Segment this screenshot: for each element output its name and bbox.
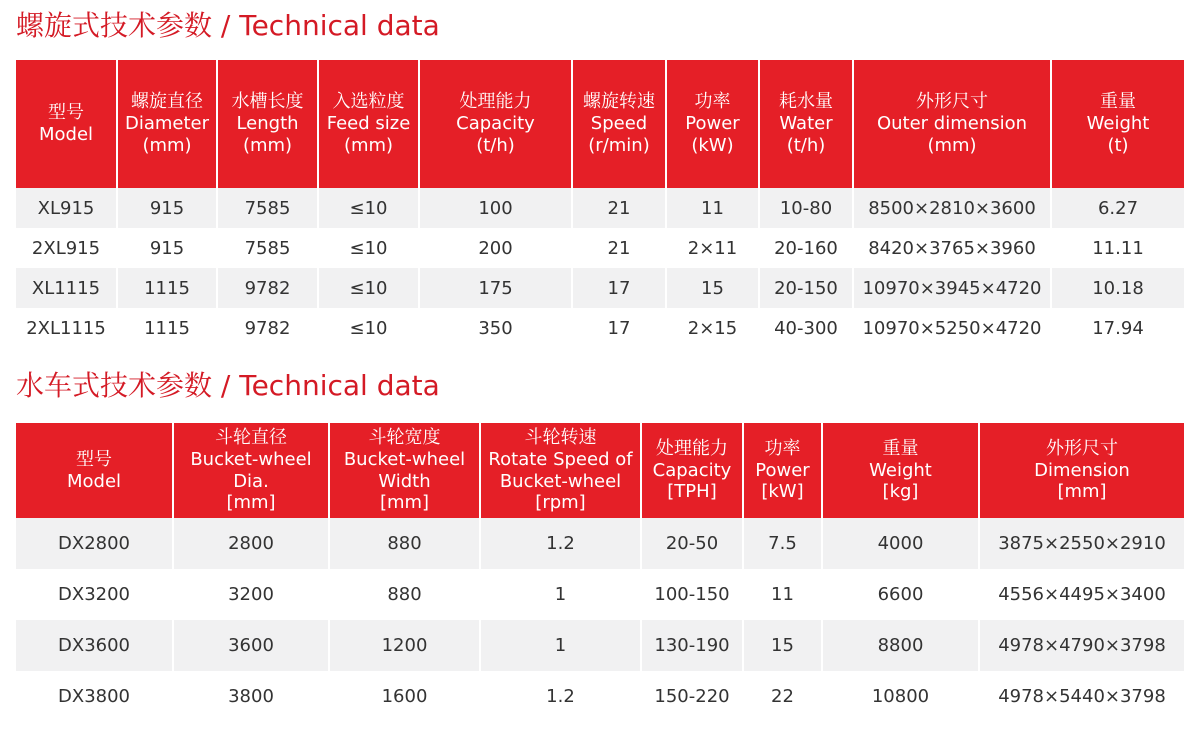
table-cell: 40-300 — [759, 308, 853, 348]
header-label-en: Model — [38, 124, 94, 145]
waterwheel-header-cell — [480, 423, 641, 518]
header-label-en: (r/min) — [588, 134, 650, 156]
header-label-cn: 螺旋转速 — [583, 91, 655, 113]
header-label-en: [mm] — [226, 492, 276, 514]
table-cell: 17.94 — [1051, 308, 1184, 348]
table-cell: 21 — [572, 188, 666, 228]
table-cell: 4556×4495×3400 — [979, 569, 1184, 620]
table-cell: 130-190 — [641, 620, 743, 671]
header-label-cn: 重量 — [882, 437, 919, 459]
table-cell: ≤10 — [318, 308, 419, 348]
table-row — [16, 308, 1184, 348]
header-label-cn: 耗水量 — [779, 91, 833, 113]
table-cell: XL915 — [16, 188, 117, 228]
header-label-en: Speed — [590, 113, 648, 135]
table-row — [16, 620, 1184, 671]
table-cell: 10.18 — [1051, 268, 1184, 308]
waterwheel-technical-table — [16, 423, 1184, 722]
table-cell: 100-150 — [641, 569, 743, 620]
table-cell: ≤10 — [318, 188, 419, 228]
header-label-cn: 处理能力 — [656, 437, 728, 459]
table-cell: 880 — [329, 569, 480, 620]
waterwheel-header-cell — [979, 423, 1184, 518]
header-label-en: Bucket-wheel — [190, 448, 312, 470]
table-cell: 7.5 — [743, 518, 822, 569]
spiral-header-cell — [572, 60, 666, 188]
table-cell: 20-160 — [759, 228, 853, 268]
table-cell: DX3200 — [16, 569, 173, 620]
header-label-en: (t/h) — [786, 134, 826, 156]
table-cell: 10-80 — [759, 188, 853, 228]
header-label-en: Length — [236, 113, 299, 135]
table-row — [16, 518, 1184, 569]
header-label-en: (t) — [1107, 134, 1129, 156]
spiral-header-cell — [759, 60, 853, 188]
spiral-header-cell — [666, 60, 759, 188]
header-label-en: Weight — [869, 459, 932, 481]
spiral-header-cell — [419, 60, 572, 188]
table-cell: 17 — [572, 268, 666, 308]
table-cell: 7585 — [217, 188, 318, 228]
table-cell: 11 — [743, 569, 822, 620]
table-cell: 100 — [419, 188, 572, 228]
table-cell: 915 — [117, 228, 217, 268]
table-cell: XL1115 — [16, 268, 117, 308]
table-cell: 200 — [419, 228, 572, 268]
table-cell: 1.2 — [480, 518, 641, 569]
waterwheel-header-row — [16, 423, 1184, 518]
table-cell: 2XL915 — [16, 228, 117, 268]
table-cell: 175 — [419, 268, 572, 308]
header-label-en: Water — [779, 113, 833, 135]
table-cell: DX2800 — [16, 518, 173, 569]
table-cell: 4978×5440×3798 — [979, 671, 1184, 722]
table-cell: 880 — [329, 518, 480, 569]
table-cell: 6.27 — [1051, 188, 1184, 228]
header-label-cn: 型号 — [76, 448, 112, 470]
table-cell: 15 — [743, 620, 822, 671]
table-cell: 8420×3765×3960 — [853, 228, 1051, 268]
table-row — [16, 569, 1184, 620]
spiral-technical-table — [16, 60, 1184, 348]
table-cell: 1115 — [117, 268, 217, 308]
table-cell: 11.11 — [1051, 228, 1184, 268]
header-label-en: Power — [755, 459, 810, 481]
header-label-en: Dimension — [1034, 459, 1130, 481]
header-label-cn: 斗轮宽度 — [368, 426, 441, 448]
header-label-en: [mm] — [1057, 481, 1107, 503]
table-cell: 20-150 — [759, 268, 853, 308]
header-label-cn: 功率 — [764, 437, 801, 459]
header-label-cn: 重量 — [1100, 91, 1136, 113]
table-cell: 2XL1115 — [16, 308, 117, 348]
table-cell: 150-220 — [641, 671, 743, 722]
header-label-cn: 外形尺寸 — [916, 91, 988, 113]
table-cell: ≤10 — [318, 268, 419, 308]
header-label-en: [kW] — [761, 481, 804, 503]
header-label-en: Weight — [1086, 113, 1150, 135]
header-label-en: [kg] — [882, 481, 919, 503]
table-cell: 4978×4790×3798 — [979, 620, 1184, 671]
table-cell: 9782 — [217, 268, 318, 308]
header-label-en: (kW) — [691, 134, 734, 156]
table-cell: 10970×3945×4720 — [853, 268, 1051, 308]
header-label-cn: 螺旋直径 — [131, 91, 203, 113]
spiral-header-cell — [117, 60, 217, 188]
waterwheel-header-cell — [173, 423, 329, 518]
table-cell: DX3800 — [16, 671, 173, 722]
header-label-en: Diameter — [124, 113, 210, 135]
table-cell: 2×11 — [666, 228, 759, 268]
waterwheel-section-title: 水车式技术参数 / Technical data — [16, 369, 440, 402]
spiral-header-cell — [318, 60, 419, 188]
header-label-en: Dia. — [233, 470, 269, 492]
table-cell: 6600 — [822, 569, 979, 620]
waterwheel-table-body — [16, 518, 1184, 722]
header-label-cn: 功率 — [694, 91, 731, 113]
waterwheel-header-cell — [743, 423, 822, 518]
table-cell: 1.2 — [480, 671, 641, 722]
table-cell: 11 — [666, 188, 759, 228]
table-cell: 915 — [117, 188, 217, 228]
header-label-en: Capacity — [652, 459, 732, 481]
table-cell: 7585 — [217, 228, 318, 268]
table-cell: 4000 — [822, 518, 979, 569]
header-label-en: [rpm] — [535, 492, 586, 514]
table-row — [16, 268, 1184, 308]
table-cell: ≤10 — [318, 228, 419, 268]
table-cell: 15 — [666, 268, 759, 308]
header-label-en: [mm] — [379, 492, 430, 514]
header-label-en: Model — [66, 470, 122, 492]
waterwheel-header-cell — [16, 423, 173, 518]
table-cell: 1200 — [329, 620, 480, 671]
header-label-en: Capacity — [456, 113, 535, 135]
table-cell: 3600 — [173, 620, 329, 671]
header-label-cn: 水槽长度 — [231, 91, 304, 113]
table-cell: 9782 — [217, 308, 318, 348]
header-label-cn: 入选粒度 — [332, 91, 405, 113]
header-label-cn: 处理能力 — [459, 91, 532, 113]
table-cell: 1 — [480, 620, 641, 671]
table-cell: 3800 — [173, 671, 329, 722]
spiral-header-cell — [853, 60, 1051, 188]
table-row — [16, 228, 1184, 268]
table-cell: 8500×2810×3600 — [853, 188, 1051, 228]
header-label-en: (mm) — [142, 134, 192, 156]
waterwheel-header-cell — [822, 423, 979, 518]
header-label-cn: 外形尺寸 — [1046, 437, 1118, 459]
header-label-en: (mm) — [927, 134, 977, 156]
header-label-en: Power — [685, 113, 740, 135]
table-cell: 2800 — [173, 518, 329, 569]
table-cell: 22 — [743, 671, 822, 722]
table-cell: 2×15 — [666, 308, 759, 348]
table-cell: 1 — [480, 569, 641, 620]
table-cell: 350 — [419, 308, 572, 348]
table-cell: 3875×2550×2910 — [979, 518, 1184, 569]
header-label-en: (t/h) — [476, 134, 515, 156]
table-cell: 1600 — [329, 671, 480, 722]
table-cell: 21 — [572, 228, 666, 268]
spiral-header-cell — [217, 60, 318, 188]
header-label-en: (mm) — [242, 134, 293, 156]
header-label-en: Width — [378, 470, 431, 492]
spiral-table-body — [16, 188, 1184, 348]
header-label-cn: 斗轮直径 — [215, 426, 287, 448]
table-cell: DX3600 — [16, 620, 173, 671]
table-cell: 10970×5250×4720 — [853, 308, 1051, 348]
spiral-header-row — [16, 60, 1184, 188]
spiral-header-cell — [1051, 60, 1184, 188]
spiral-section-title: 螺旋式技术参数 / Technical data — [16, 9, 440, 42]
waterwheel-header-cell — [641, 423, 743, 518]
table-cell: 3200 — [173, 569, 329, 620]
table-cell: 10800 — [822, 671, 979, 722]
table-row — [16, 188, 1184, 228]
table-cell: 1115 — [117, 308, 217, 348]
spiral-header-cell — [16, 60, 117, 188]
table-cell: 20-50 — [641, 518, 743, 569]
header-label-en: Outer dimension — [876, 113, 1028, 135]
table-cell: 17 — [572, 308, 666, 348]
header-label-en: [TPH] — [667, 481, 717, 503]
waterwheel-header-cell — [329, 423, 480, 518]
table-row — [16, 671, 1184, 722]
header-label-cn: 斗轮转速 — [524, 426, 597, 448]
header-label-en: Bucket-wheel — [343, 448, 466, 470]
header-label-cn: 型号 — [48, 102, 84, 124]
table-cell: 8800 — [822, 620, 979, 671]
header-label-en: (mm) — [343, 134, 394, 156]
header-label-en: Feed size — [326, 113, 411, 135]
header-label-en: Rotate Speed of — [488, 448, 633, 470]
header-label-en: Bucket-wheel — [499, 470, 622, 492]
